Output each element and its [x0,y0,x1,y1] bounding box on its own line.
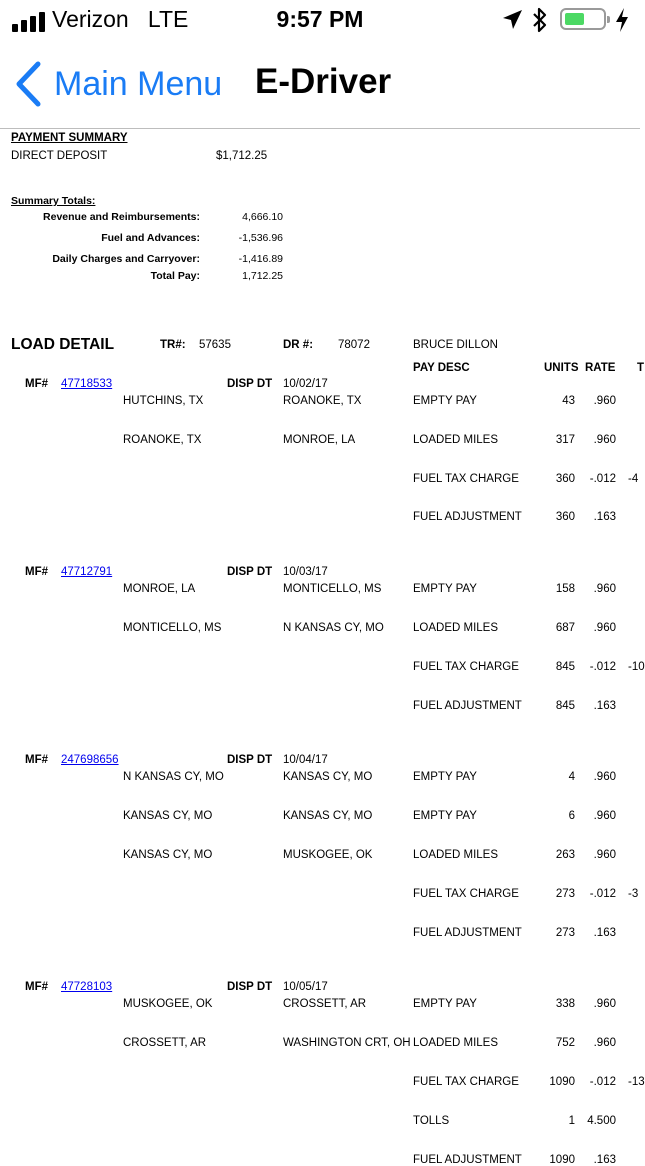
origin-city: ROANOKE, TX [123,433,202,446]
status-bar [0,0,640,40]
col-header-total: T [637,362,645,374]
charging-bolt-icon [613,6,631,34]
mf-link[interactable]: 247698656 [61,754,119,767]
pay-units: 273 [555,926,575,939]
mf-label: MF# [25,754,48,767]
origin-city: CROSSETT, AR [123,1037,207,1050]
disp-dt-label: DISP DT [227,981,273,994]
pay-units: 263 [555,849,575,861]
pay-total: -3 [628,887,639,900]
back-label: Main Menu [54,64,223,103]
direct-deposit-label: DIRECT DEPOSIT [11,150,108,162]
pay-rate: .960 [593,998,616,1011]
disp-dt-label: DISP DT [227,566,273,579]
pay-units: 338 [555,998,575,1011]
pay-rate: -.012 [589,472,616,485]
pay-units: 6 [568,810,575,823]
summary-row-label: Fuel and Advances: [101,232,200,244]
pay-description: LOADED MILES [413,1037,498,1050]
pay-units: 43 [562,395,575,407]
pay-rate: .163 [593,699,616,712]
mf-link[interactable]: 47718533 [61,378,113,390]
summary-row-label: Daily Charges and Carryover: [52,253,200,265]
destination-city: KANSAS CY, MO [283,810,373,823]
pay-description: TOLLS [413,1114,450,1127]
page-title: E-Driver [255,62,392,101]
pay-units: 1 [568,1114,575,1127]
pay-description: LOADED MILES [413,849,498,861]
direct-deposit-amount: $1,712.25 [216,150,268,162]
disp-dt-label: DISP DT [227,754,273,767]
pay-description: FUEL TAX CHARGE [413,1076,519,1088]
destination-city: MONROE, LA [283,433,356,446]
pay-rate: .960 [593,810,616,823]
load-detail-heading: LOAD DETAIL [11,336,115,353]
bluetooth-icon [530,6,550,34]
origin-city: KANSAS CY, MO [123,849,213,861]
origin-city: MUSKOGEE, OK [123,998,213,1011]
disp-dt-value: 10/03/17 [283,566,328,579]
destination-city: CROSSETT, AR [283,998,367,1011]
pay-units: 273 [555,887,575,900]
pay-description: FUEL TAX CHARGE [413,472,519,485]
pay-description: FUEL TAX CHARGE [413,887,519,900]
pay-description: FUEL ADJUSTMENT [413,1153,522,1166]
pay-description: FUEL ADJUSTMENT [413,699,522,712]
destination-city: WASHINGTON CRT, OH [283,1037,411,1050]
disp-dt-value: 10/05/17 [283,981,328,994]
pay-description: EMPTY PAY [413,395,477,407]
pay-total: -4 [628,472,639,485]
summary-row-value: -1,536.96 [238,232,283,244]
pay-rate: -.012 [589,887,616,900]
summary-row-value: 1,712.25 [242,270,283,282]
summary-row-label: Revenue and Reimbursements: [43,211,200,223]
pay-description: EMPTY PAY [413,583,477,596]
pay-description: FUEL TAX CHARGE [413,660,519,673]
mf-label: MF# [25,378,48,390]
back-button[interactable] [14,58,222,110]
statement-content[interactable] [0,128,645,1166]
pay-units: 317 [555,433,575,446]
origin-city: MONTICELLO, MS [123,622,222,634]
pay-units: 1090 [549,1076,575,1088]
location-arrow-icon [500,8,524,32]
navigation-bar [0,40,640,129]
col-header-rate: RATE [585,362,616,374]
pay-rate: .960 [593,849,616,861]
origin-city: HUTCHINS, TX [123,395,204,407]
pay-rate: .960 [593,1037,616,1050]
pay-rate: -.012 [589,1076,616,1088]
pay-description: LOADED MILES [413,433,498,446]
summary-row-value: 4,666.10 [242,211,283,223]
pay-total: -10 [628,660,645,673]
pay-description: LOADED MILES [413,622,498,634]
destination-city: MUSKOGEE, OK [283,849,373,861]
pay-description: FUEL ADJUSTMENT [413,926,522,939]
pay-rate: .960 [593,622,616,634]
pay-rate: .163 [593,926,616,939]
pay-rate: 4.500 [587,1114,616,1127]
dr-label: DR #: [283,339,314,351]
destination-city: MONTICELLO, MS [283,583,382,596]
col-header-units: UNITS [544,362,579,374]
col-header-pay-desc: PAY DESC [413,362,470,374]
pay-units: 1090 [549,1153,575,1166]
pay-units: 752 [555,1037,575,1050]
tr-label: TR#: [160,339,186,351]
pay-description: EMPTY PAY [413,998,477,1011]
pay-units: 4 [568,771,575,784]
carrier-label: Verizon LTE [52,6,189,32]
chevron-left-icon [14,61,42,107]
disp-dt-value: 10/02/17 [283,378,328,390]
pay-rate: -.012 [589,660,616,673]
destination-city: ROANOKE, TX [283,395,362,407]
pay-units: 845 [555,699,575,712]
pay-units: 687 [555,622,575,634]
pay-units: 158 [555,583,575,596]
pay-rate: .163 [593,511,616,524]
mf-link[interactable]: 47728103 [61,981,113,994]
pay-description: EMPTY PAY [413,810,477,823]
pay-rate: .960 [593,771,616,784]
pay-rate: .960 [593,583,616,596]
payment-summary-heading: PAYMENT SUMMARY [11,132,128,144]
pay-rate: .960 [593,433,616,446]
origin-city: N KANSAS CY, MO [123,771,224,784]
destination-city: KANSAS CY, MO [283,771,373,784]
origin-city: KANSAS CY, MO [123,810,213,823]
summary-totals-heading: Summary Totals: [11,195,96,207]
dr-value: 78072 [338,339,370,351]
origin-city: MONROE, LA [123,583,196,596]
pay-rate: .163 [593,1153,616,1166]
status-time: 9:57 PM [276,6,364,32]
battery-icon [560,8,606,30]
disp-dt-value: 10/04/17 [283,754,328,767]
pay-total: -13 [628,1076,645,1088]
summary-row-label: Total Pay: [150,270,200,282]
driver-name: BRUCE DILLON [413,339,498,351]
pay-description: EMPTY PAY [413,771,477,784]
pay-units: 845 [555,660,575,673]
tr-value: 57635 [199,339,231,351]
mf-link[interactable]: 47712791 [61,566,113,579]
pay-description: FUEL ADJUSTMENT [413,511,522,524]
disp-dt-label: DISP DT [227,378,273,390]
summary-row-value: -1,416.89 [238,253,283,265]
pay-units: 360 [555,472,575,485]
mf-label: MF# [25,566,48,579]
pay-units: 360 [555,511,575,524]
mf-label: MF# [25,981,48,994]
pay-rate: .960 [593,395,616,407]
destination-city: N KANSAS CY, MO [283,622,384,634]
